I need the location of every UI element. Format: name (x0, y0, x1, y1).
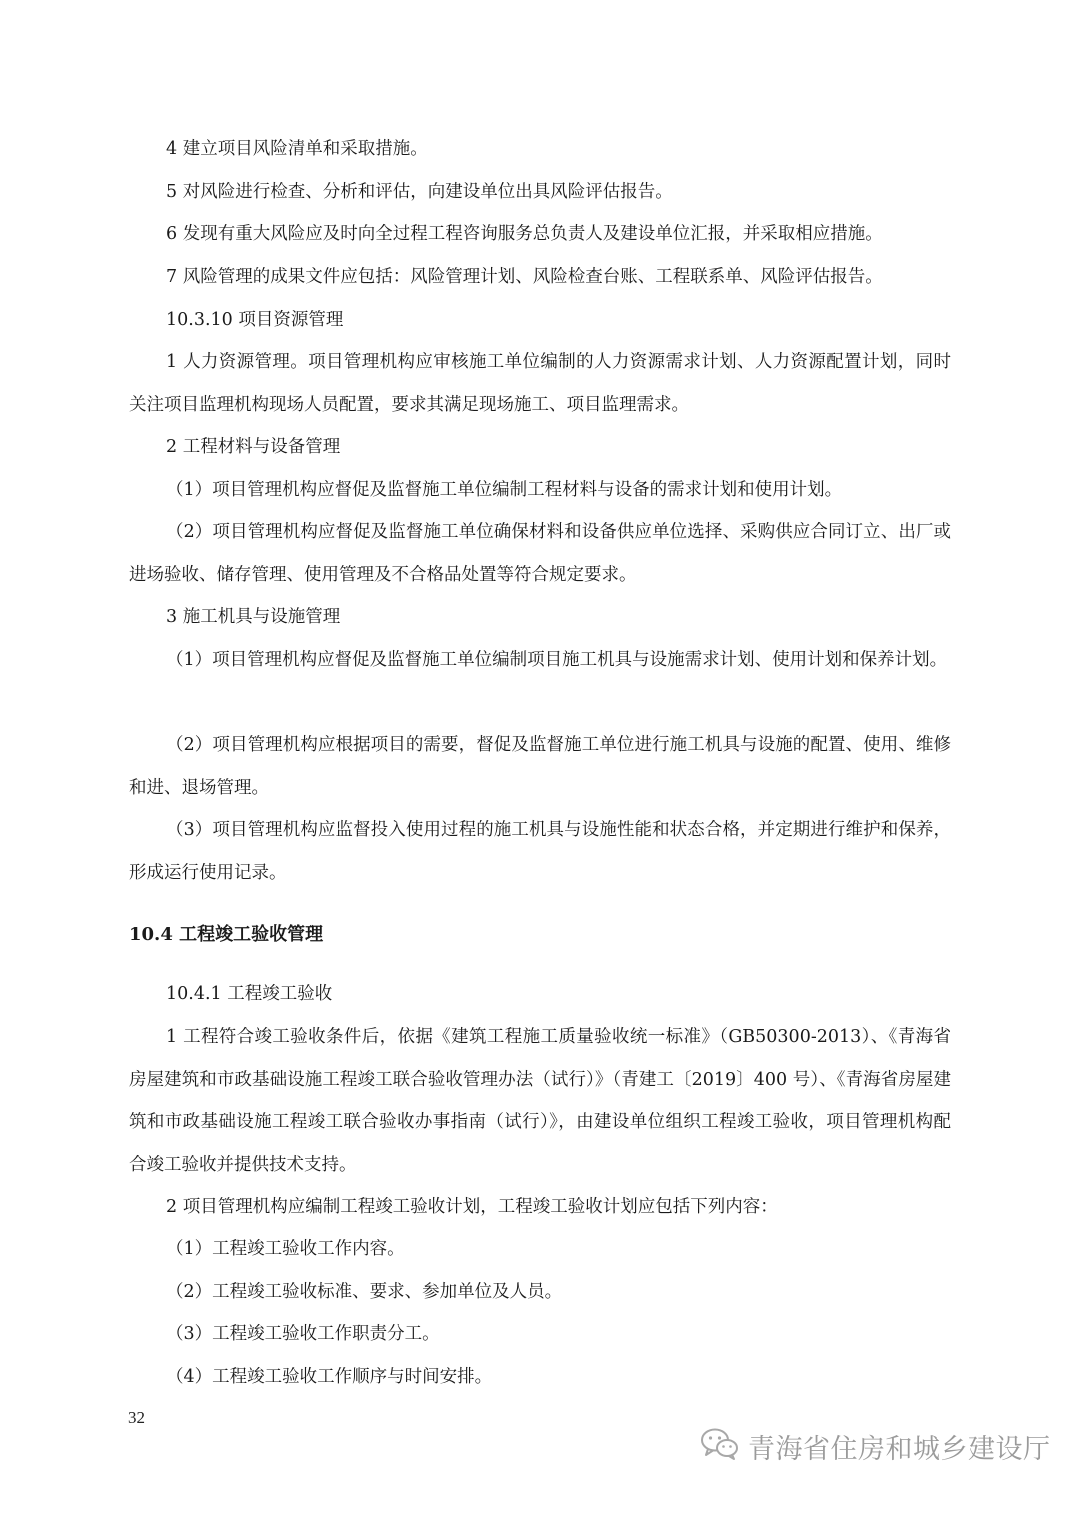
watermark (700, 1426, 1051, 1466)
wechat-icon (700, 1427, 740, 1465)
paragraph: 2 项目管理机构应编制工程竣工验收计划，工程竣工验收计划应包括下列内容： (166, 1197, 778, 1217)
section-heading: 10.4.1 工程竣工验收 (166, 984, 333, 1004)
paragraph: 1 人力资源管理。项目管理机构应审核施工单位编制的人力资源需求计划、人力资源配置计划，同时关注项目监理机构现场人员配置，要求其满足现场施工、项目监理需求。 (129, 352, 951, 415)
list-item: （2）工程竣工验收标准、要求、参加单位及人员。 (166, 1282, 563, 1302)
paragraph: 5 对风险进行检查、分析和评估，向建设单位出具风险评估报告。 (166, 182, 673, 202)
subsection-heading: 3 施工机具与设施管理 (166, 607, 341, 627)
list-item: （3）工程竣工验收工作职责分工。 (166, 1324, 440, 1344)
paragraph: 7 风险管理的成果文件应包括：风险管理计划、风险检查台账、工程联系单、风险评估报告。 (166, 267, 883, 287)
page-number: 32 (128, 1408, 145, 1427)
paragraph: （2）项目管理机构应督促及监督施工单位确保材料和设备供应单位选择、采购供应合同订立、出厂或进场验收、储存管理、使用管理及不合格品处置等符合规定要求。 (129, 522, 951, 585)
paragraph: （3）项目管理机构应监督投入使用过程的施工机具与设施性能和状态合格，并定期进行维护和保养，形成运行使用记录。 (129, 820, 951, 883)
paragraph: 6 发现有重大风险应及时向全过程工程咨询服务总负责人及建设单位汇报，并采取相应措施。 (166, 224, 883, 244)
chapter-heading: 10.4 工程竣工验收管理 (129, 924, 324, 945)
list-item: （1）工程竣工验收工作内容。 (166, 1239, 405, 1259)
paragraph: （1）项目管理机构应督促及监督施工单位编制工程材料与设备的需求计划和使用计划。 (166, 480, 843, 500)
watermark-text: 青海省住房和城乡建设厅 (748, 1433, 1051, 1465)
paragraph: （2）项目管理机构应根据项目的需要，督促及监督施工单位进行施工机具与设施的配置、使用、维修和进、退场管理。 (129, 735, 951, 798)
paragraph: 4 建立项目风险清单和采取措施。 (166, 139, 428, 159)
section-heading: 10.3.10 项目资源管理 (166, 310, 344, 330)
subsection-heading: 2 工程材料与设备管理 (166, 437, 341, 457)
paragraph: （1）项目管理机构应督促及监督施工单位编制项目施工机具与设施需求计划、使用计划和保养计划。 (166, 650, 948, 670)
paragraph: 1 工程符合竣工验收条件后，依据《建筑工程施工质量验收统一标准》（GB50300-2013）、《青海省房屋建筑和市政基础设施工程竣工联合验收管理办法（试行）》（青建工〔2019〕400 号）、《青海省房屋建筑和市政基础设施工程竣工联合验收办事指南（试行）》，由建设单位组织工程竣工验收，项目管理机构配合竣工验收并提供技术支持。 (129, 1027, 951, 1175)
list-item: （4）工程竣工验收工作顺序与时间安排。 (166, 1367, 493, 1387)
